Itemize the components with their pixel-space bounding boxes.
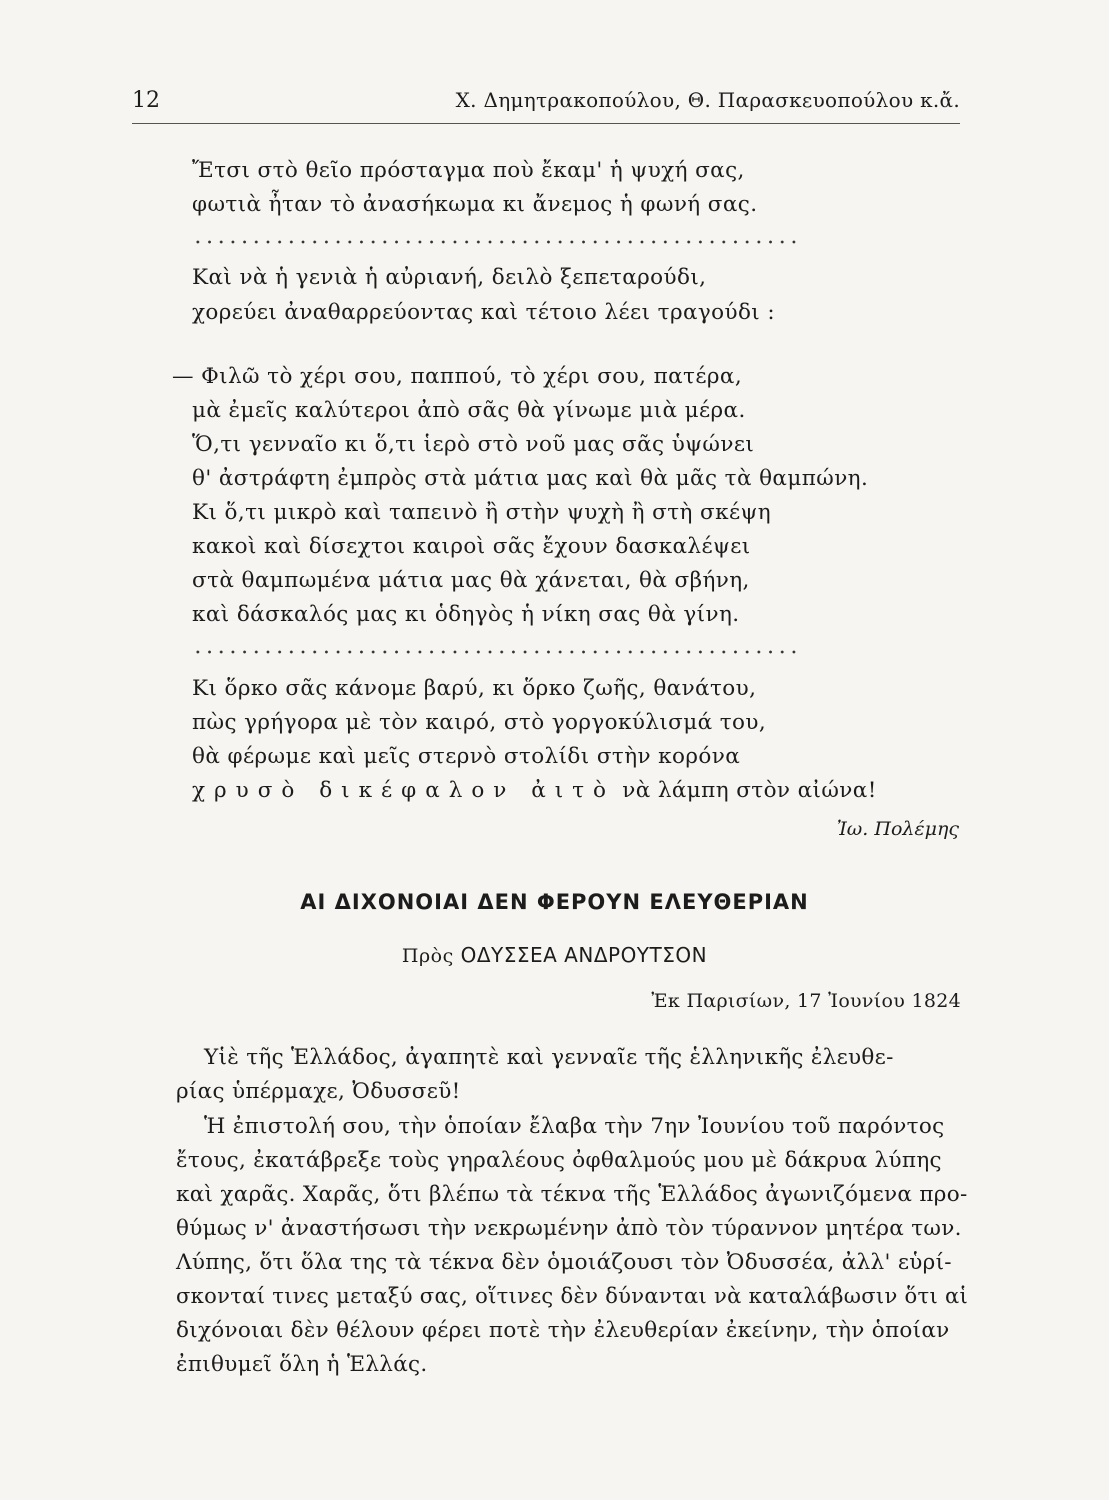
header-rule: [132, 123, 960, 124]
poem-line-final: [192, 778, 877, 803]
page-header: [132, 86, 960, 120]
letter-line: Ἡ ἐπιστολή σου, τὴν ὁποίαν ἔλαβα τὴν 7ην Ἰουνίου τοῦ παρόντος: [204, 1114, 945, 1139]
poem-line: θ' ἀστράφτη ἐμπρὸς στὰ μάτια μας καὶ θὰ μᾶς τὰ θαμπώνη.: [192, 466, 869, 491]
letter-line: ἔτους, ἐκατάβρεξε τοὺς γηραλέους ὀφθαλμούς μου μὲ δάκρυα λύπης: [176, 1148, 942, 1173]
letter-title: ΑΙ ΔΙΧΟΝΟΙΑΙ ΔΕΝ ΦΕΡΟΥΝ ΕΛΕΥΘΕΡΙΑΝ: [300, 890, 809, 914]
letter-line: καὶ χαρᾶς. Χαρᾶς, ὅτι βλέπω τὰ τέκνα τῆς Ἑλλάδος ἀγωνιζόμενα προ-: [176, 1182, 968, 1207]
letter-line: Υἱὲ τῆς Ἑλλάδος, ἀγαπητὲ καὶ γενναῖε τῆς ἑλληνικῆς ἐλευθε-: [204, 1045, 894, 1070]
poem-line: Κι ὅρκο σᾶς κάνομε βαρύ, κι ὅρκο ζωῆς, θανάτου,: [192, 676, 757, 701]
letter-line: διχόνοιαι δὲν θέλουν φέρει ποτὲ τὴν ἐλευθερίαν ἐκείνην, τὴν ὁποίαν: [176, 1318, 950, 1343]
poem-line: πὼς γρήγορα μὲ τὸν καιρό, στὸ γοργοκύλισμά του,: [192, 710, 767, 735]
page-number: 12: [132, 88, 160, 113]
poem-line: — Φιλῶ τὸ χέρι σου, παππού, τὸ χέρι σου, πατέρα,: [172, 364, 743, 389]
letter-subtitle: [0, 943, 1109, 967]
poem-line: κακοὶ καὶ δίσεχτοι καιροὶ σᾶς ἔχουν δασκαλέψει: [192, 534, 751, 559]
letter-dateline: Ἐκ Παρισίων, 17 Ἰουνίου 1824: [651, 990, 961, 1012]
poem-line: Καὶ νὰ ἡ γενιὰ ἡ αὐριανή, δειλὸ ξεπεταρούδι,: [192, 265, 707, 290]
letter-line: σκονταί τινες μεταξύ σας, οἵτινες δὲν δύνανται νὰ καταλάβωσιν ὅτι αἱ: [176, 1284, 969, 1309]
letter-line: ρίας ὑπέρμαχε, Ὀδυσσεῦ!: [176, 1079, 461, 1104]
poem-line: χορεύει ἀναθαρρεύοντας καὶ τέτοιο λέει τραγούδι :: [192, 300, 776, 325]
poem-line: Ἔτσι στὸ θεῖο πρόσταγμα ποὺ ἔκαμ' ἡ ψυχή σας,: [192, 158, 745, 183]
letter-line: ἐπιθυμεῖ ὅλη ἡ Ἑλλάς.: [176, 1352, 428, 1377]
poem-line: καὶ δάσκαλός μας κι ὁδηγὸς ἡ νίκη σας θὰ γίνη.: [192, 602, 740, 627]
subtitle-prefix: Πρὸς: [401, 945, 454, 967]
ellipsis-row: [192, 650, 804, 654]
poem-line: θὰ φέρωμε καὶ μεῖς στερνὸ στολίδι στὴν κορόνα: [192, 744, 741, 769]
letter-line: Λύπης, ὅτι ὅλα της τὰ τέκνα δὲν ὁμοιάζουσι τὸν Ὀδυσσέα, ἀλλ' εὑρί-: [176, 1250, 952, 1275]
subtitle-name: ΟΔΥΣΣΕΑ ΑΝΔΡΟΥΤΣΟΝ: [460, 943, 708, 967]
poem-signature: Ἰω. Πολέμης: [836, 818, 959, 840]
letter-line: θύμως ν' ἀναστήσωσι τὴν νεκρωμένην ἀπὸ τὸν τύραννον μητέρα των.: [176, 1216, 962, 1241]
poem-line: Ὅ,τι γενναῖο κι ὅ,τι ἱερὸ στὸ νοῦ μας σᾶς ὑψώνει: [192, 432, 755, 457]
ellipsis-row: [192, 240, 804, 244]
final-phrase: νὰ λάμπη στὸν αἰώνα!: [622, 778, 877, 803]
poem-line: φωτιὰ ἦταν τὸ ἀνασήκωμα κι ἄνεμος ἡ φωνή σας.: [192, 192, 758, 217]
running-head: Χ. Δημητρακοπούλου, Θ. Παρασκευοπούλου κ.ἄ.: [455, 88, 960, 112]
poem-line: στὰ θαμπωμένα μάτια μας θὰ χάνεται, θὰ σβήνη,: [192, 568, 750, 593]
poem-line: μὰ ἐμεῖς καλύτεροι ἀπὸ σᾶς θὰ γίνωμε μιὰ μέρα.: [192, 398, 746, 423]
spaced-phrase: χρυσὸ δικέφαλον ἀιτὸ: [192, 778, 615, 803]
poem-line: Κι ὅ,τι μικρὸ καὶ ταπεινὸ ἢ στὴν ψυχὴ ἢ στὴ σκέψη: [192, 500, 772, 525]
